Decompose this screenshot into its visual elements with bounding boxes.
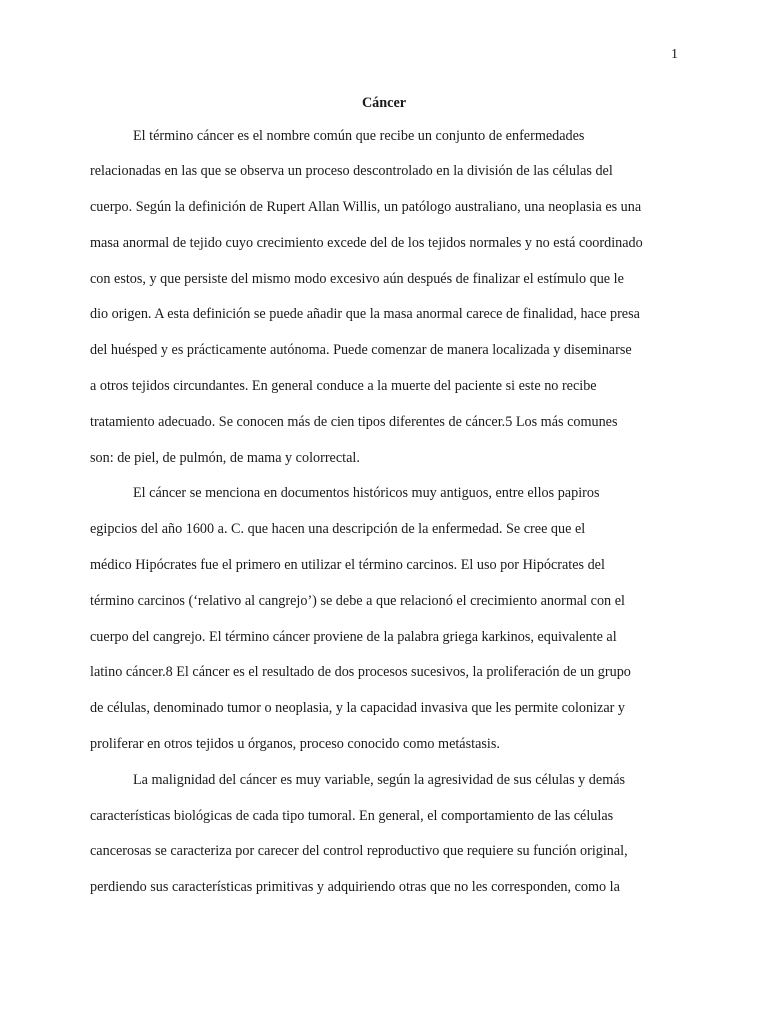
- text-line: cuerpo del cangrejo. El término cáncer proviene de la palabra griega karkinos, equivalente al: [90, 628, 617, 645]
- paragraph-2: [90, 476, 658, 762]
- document-title: Cáncer: [361, 95, 407, 111]
- paragraph-1: [90, 119, 658, 477]
- document-body: [90, 119, 658, 907]
- text-line: egipcios del año 1600 a. C. que hacen una descripción de la enfermedad. Se cree que el: [90, 521, 586, 538]
- paragraph-3: [90, 763, 658, 906]
- text-line: características biológicas de cada tipo tumoral. En general, el comportamiento de las células: [90, 807, 614, 824]
- text-line: latino cáncer.8 El cáncer es el resultado de dos procesos sucesivos, la proliferación de un grupo: [90, 664, 631, 681]
- text-line: cancerosas se caracteriza por carecer del control reproductivo que requiere su función original,: [90, 843, 628, 860]
- text-line: El término cáncer es el nombre común que recibe un conjunto de enfermedades: [133, 127, 585, 144]
- text-line: tratamiento adecuado. Se conocen más de cien tipos diferentes de cáncer.5 Los más comunes: [90, 413, 618, 430]
- text-line: médico Hipócrates fue el primero en utilizar el término carcinos. El uso por Hipócrates del: [90, 557, 605, 574]
- text-line: El cáncer se menciona en documentos históricos muy antiguos, entre ellos papiros: [133, 485, 600, 502]
- text-line: dio origen. A esta definición se puede añadir que la masa anormal carece de finalidad, hace presa: [90, 306, 640, 323]
- text-line: con estos, y que persiste del mismo modo excesivo aún después de finalizar el estímulo que le: [90, 270, 624, 287]
- page-number: 1: [671, 47, 678, 62]
- text-line: cuerpo. Según la definición de Rupert Allan Willis, un patólogo australiano, una neoplasia es una: [90, 199, 642, 216]
- text-line: término carcinos (‘relativo al cangrejo’) se debe a que relacionó el crecimiento anormal con el: [90, 592, 625, 609]
- text-line: proliferar en otros tejidos u órganos, proceso conocido como metástasis.: [90, 736, 500, 753]
- text-line: de células, denominado tumor o neoplasia, y la capacidad invasiva que les permite colonizar y: [90, 700, 625, 717]
- text-line: son: de piel, de pulmón, de mama y colorrectal.: [90, 449, 360, 466]
- text-line: del huésped y es prácticamente autónoma. Puede comenzar de manera localizada y diseminarse: [90, 342, 632, 359]
- text-line: a otros tejidos circundantes. En general conduce a la muerte del paciente si este no recibe: [90, 378, 597, 395]
- text-line: La malignidad del cáncer es muy variable, según la agresividad de sus células y demás: [133, 771, 626, 788]
- text-line: masa anormal de tejido cuyo crecimiento excede del de los tejidos normales y no está coordinado: [90, 234, 643, 251]
- text-line: perdiendo sus características primitivas y adquiriendo otras que no les corresponden, como la: [90, 879, 620, 896]
- text-line: relacionadas en las que se observa un proceso descontrolado en la división de las células del: [90, 163, 613, 180]
